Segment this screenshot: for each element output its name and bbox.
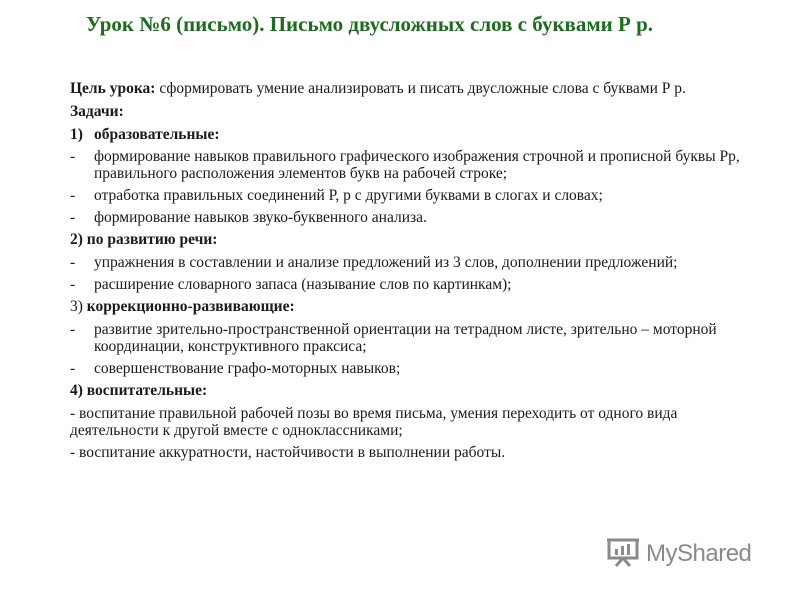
list-item-text: развитие зрительно-пространственной ориентации на тетрадном листе, зрительно – моторной координации, конструктивного праксиса; — [94, 321, 717, 355]
list-item-text: отработка правильных соединений Р, р с другими буквами в слогах и словах; — [94, 187, 603, 204]
section-number: 3) — [70, 298, 83, 315]
list-item: - воспитание аккуратности, настойчивости в выполнении работы. — [70, 444, 506, 461]
goal-label: Цель урока: — [70, 80, 156, 97]
myshared-logo — [606, 536, 776, 572]
list-item — [70, 187, 760, 204]
bullet: - — [70, 209, 76, 226]
bullet: - — [70, 360, 76, 377]
list-item-text: формирование навыков правильного графического изображения строчной и прописной буквы Рр, правильного расположения элементов букв на рабочей строке; — [94, 148, 740, 182]
bullet: - — [70, 276, 76, 293]
section-heading-speech: 2) по развитию речи: — [70, 231, 218, 248]
slide-content — [70, 80, 760, 466]
logo-text: MyShared — [646, 540, 752, 567]
bullet: - — [70, 254, 76, 271]
list-item — [70, 254, 760, 271]
slide-title: Урок №6 (письмо). Письмо двусложных слов с буквами Р р. — [86, 12, 654, 36]
section-label: образовательные: — [94, 126, 220, 143]
list-item-text: расширение словарного запаса (называние слов по картинкам); — [94, 276, 512, 293]
bullet: - — [70, 148, 76, 165]
section-number: 1) — [70, 126, 83, 143]
list-item-text: упражнения в составлении и анализе предложений из 3 слов, дополнении предложений; — [94, 254, 678, 271]
list-item-text: формирование навыков звуко-буквенного анализа. — [94, 209, 427, 226]
list-item — [70, 360, 760, 377]
lesson-goal — [70, 80, 760, 97]
list-item — [70, 276, 760, 293]
list-item — [70, 209, 760, 226]
section-heading-upbringing: 4) воспитательные: — [70, 382, 208, 399]
section-heading-correctional — [70, 298, 760, 315]
list-item — [70, 321, 760, 355]
presentation-board-icon — [606, 537, 640, 572]
list-item-text: совершенствование графо-моторных навыков; — [94, 360, 401, 377]
tasks-label: Задачи: — [70, 103, 124, 120]
bullet: - — [70, 321, 76, 338]
list-item: - воспитание правильной рабочей позы во время письма, умения переходить от одного вида деятельности к другой вместе с одноклассниками; — [70, 405, 678, 439]
list-item — [70, 148, 760, 182]
section-heading-educational — [70, 126, 760, 143]
goal-text: сформировать умение анализировать и писать двусложные слова с буквами Р р. — [159, 80, 686, 97]
bullet: - — [70, 187, 76, 204]
section-label: коррекционно-развивающие: — [86, 298, 295, 315]
